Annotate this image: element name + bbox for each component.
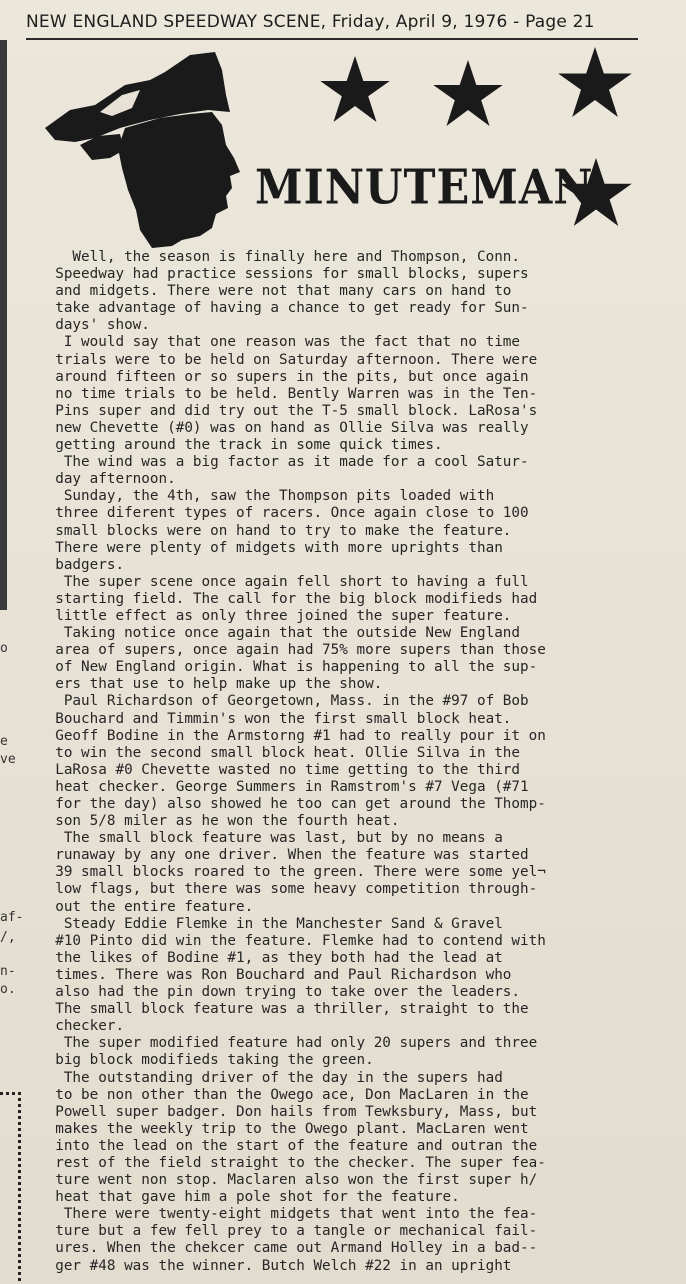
article-line: #10 Pinto did win the feature. Flemke had to contend with xyxy=(38,932,546,949)
article-line: days' show. xyxy=(38,317,150,334)
article-line: and midgets. There were not that many cars on hand to xyxy=(38,283,512,300)
article-line: big block modifieds taking the green. xyxy=(38,1052,374,1069)
article-line: The outstanding driver of the day in the supers had xyxy=(38,1069,503,1086)
article-line: little effect as only three joined the super feature. xyxy=(38,607,512,624)
article-line: ures. When the chekcer came out Armand Holley in a bad-- xyxy=(38,1240,538,1257)
article-line: Powell super badger. Don hails from Tewksbury, Mass, but xyxy=(38,1103,538,1120)
article-line: out the entire feature. xyxy=(38,898,254,915)
article-line: small blocks were on hand to try to make the feature. xyxy=(38,522,512,539)
article-line: There were twenty-eight midgets that went into the fea- xyxy=(38,1206,538,1223)
article-line: ers that use to help make up the show. xyxy=(38,676,383,693)
article-line: no time trials to be held. Bently Warren was in the Ten- xyxy=(38,385,538,402)
article-line: of New England origin. What is happening to all the sup- xyxy=(38,659,538,676)
article-line: Sunday, the 4th, saw the Thompson pits loaded with xyxy=(38,488,495,505)
article-line: Taking notice once again that the outside New England xyxy=(38,625,521,642)
article-line: times. There was Ron Bouchard and Paul Richardson who xyxy=(38,966,512,983)
article-line: There were plenty of midgets with more uprights than xyxy=(38,539,503,556)
article-line: Steady Eddie Flemke in the Manchester Sand & Gravel xyxy=(38,915,503,932)
article-line: 39 small blocks roared to the green. There were some yel¬ xyxy=(38,864,546,881)
adjacent-column-fragment: n- xyxy=(0,964,16,979)
article-line: runaway by any one driver. When the feature was started xyxy=(38,847,529,864)
adjacent-column-rule xyxy=(0,40,7,610)
adjacent-column-fragment: af- xyxy=(0,910,24,925)
minuteman-silhouette-icon xyxy=(40,50,250,250)
article-line: I would say that one reason was the fact that no time xyxy=(38,334,521,351)
article-line: Pins super and did try out the T-5 small block. LaRosa's xyxy=(38,402,538,419)
article-line: trials were to be held on Saturday afternoon. There were xyxy=(38,351,538,368)
page-header: NEW ENGLAND SPEEDWAY SCENE, Friday, April 9, 1976 - Page 21 xyxy=(26,12,638,40)
article-line: The super modified feature had only 20 supers and three xyxy=(38,1035,538,1052)
article-line: day afternoon. xyxy=(38,471,176,488)
article-line: take advantage of having a chance to get ready for Sun- xyxy=(38,300,529,317)
article-line: starting field. The call for the big block modifieds had xyxy=(38,590,538,607)
article-line: Paul Richardson of Georgetown, Mass. in the #97 of Bob xyxy=(38,693,529,710)
adjacent-column-fragment: /, xyxy=(0,930,16,945)
star-icon xyxy=(558,47,632,117)
article-line: to win the second small block heat. Ollie Silva in the xyxy=(38,744,521,761)
article-line: into the lead on the start of the feature and outran the xyxy=(38,1137,538,1154)
article-line: new Chevette (#0) was on hand as Ollie Silva was really xyxy=(38,419,529,436)
adjacent-column-fragment: o xyxy=(0,641,8,656)
article-line: Bouchard and Timmin's won the first small block heat. xyxy=(38,710,512,727)
article-line: for the day) also showed he too can get around the Thomp- xyxy=(38,796,546,812)
article-line: ture but a few fell prey to a tangle or mechanical fail- xyxy=(38,1223,538,1240)
article-line: area of supers, once again had 75% more supers than those xyxy=(38,642,546,659)
article-line: LaRosa #0 Chevette wasted no time getting to the third xyxy=(38,761,521,778)
adjacent-column-fragment: e xyxy=(0,734,8,749)
article-line: checker. xyxy=(38,1018,125,1035)
article-line: ger #48 was the winner. Butch Welch #22 in an upright xyxy=(38,1257,512,1274)
article-line: The small block feature was last, but by no means a xyxy=(38,830,503,847)
article-line: also had the pin down trying to take over the leaders. xyxy=(38,984,521,1001)
article-line: badgers. xyxy=(38,556,125,573)
article-line: makes the weekly trip to the Owego plant. MacLaren went xyxy=(38,1120,529,1137)
article-line: to be non other than the Owego ace, Don MacLaren in the xyxy=(38,1086,529,1103)
star-icon xyxy=(320,56,390,122)
column-title: MINUTEMAN xyxy=(255,160,594,216)
article-line: Geoff Bodine in the Armstorng #1 had to really pour it on xyxy=(38,727,546,744)
adjacent-column-fragment: o. xyxy=(0,982,16,997)
article-line: rest of the field straight to the checker. The super fea- xyxy=(38,1154,546,1171)
article-line: the likes of Bodine #1, as they both had the lead at xyxy=(38,949,503,966)
adjacent-ad-border xyxy=(0,1092,21,1284)
article-line: getting around the track in some quick times. xyxy=(38,437,443,454)
article-line: heat that gave him a pole shot for the feature. xyxy=(38,1189,460,1206)
article-line: around fifteen or so supers in the pits, but once again xyxy=(38,368,529,385)
article-line: three diferent types of racers. Once again close to 100 xyxy=(38,505,529,522)
article-line: The wind was a big factor as it made for a cool Satur- xyxy=(38,454,529,471)
adjacent-column-fragment: ve xyxy=(0,752,16,767)
article-line: low flags, but there was some heavy competition through- xyxy=(38,881,538,898)
article-line: The super scene once again fell short to having a full xyxy=(38,573,529,590)
article-line: Well, the season is finally here and Thompson, Conn. xyxy=(38,249,521,265)
article-line: The small block feature was a thriller, straight to the xyxy=(38,1001,529,1018)
article-line: Speedway had practice sessions for small blocks, supers xyxy=(38,266,529,283)
article-line: son 5/8 miler as he won the fourth heat. xyxy=(38,813,400,830)
article-body xyxy=(38,249,648,1275)
article-line: heat checker. George Summers in Ramstrom's #7 Vega (#71 xyxy=(38,778,529,795)
article-line: ture went non stop. Maclaren also won the first super h/ xyxy=(38,1172,538,1189)
star-icon xyxy=(433,60,503,126)
